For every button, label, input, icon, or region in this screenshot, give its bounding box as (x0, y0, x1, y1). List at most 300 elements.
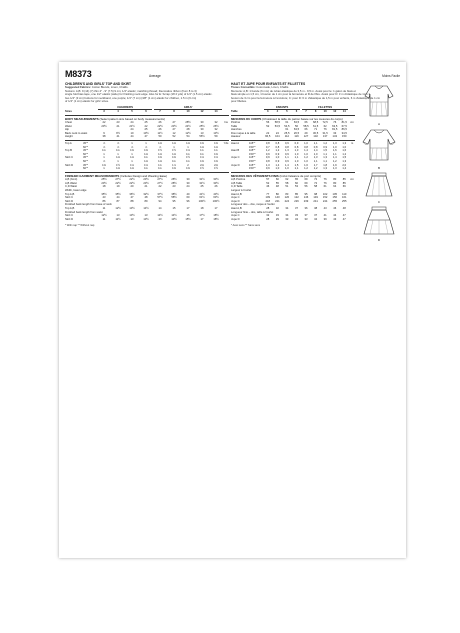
value-cell: 44 (130, 135, 134, 139)
row-label: A,B Waist (65, 181, 77, 185)
value-cell: 24 (186, 185, 190, 189)
unit-cell: cm (350, 121, 354, 124)
top-b-illustration (361, 126, 397, 166)
row-label: Skirt D (65, 163, 74, 167)
value-cell: 218 (265, 199, 271, 203)
value-cell: 22 (144, 124, 148, 128)
value-cell: 1⅛ (200, 145, 204, 149)
value-cell: 22½ (157, 124, 163, 128)
difficulty-label-fr: Moins Facile (382, 74, 400, 78)
value-cell: 100½ (198, 199, 206, 203)
fabric-width: 45"* (83, 163, 88, 167)
value-cell: 0,8 (265, 159, 270, 163)
value-cell: 143 (332, 135, 337, 139)
title-fr: HAUT ET JUPE POUR ENFANTS ET FILLETTES (231, 82, 306, 86)
value-cell: 12½ (115, 206, 121, 210)
group-fillettes: FILLETTES (302, 106, 348, 110)
value-cell: 1,0 (285, 167, 289, 171)
value-cell: ⅞ (102, 145, 106, 149)
row-label: Jupe D (231, 199, 240, 203)
value-cell: 1,6 (304, 163, 308, 167)
unit-cell (223, 167, 229, 171)
row-label: Top A (65, 141, 72, 145)
value-cell: 46 (333, 206, 337, 210)
value-cell: 1⅜ (172, 167, 176, 171)
value-cell: 25,5 (284, 131, 290, 135)
value-cell: 10 (130, 131, 134, 135)
row-label: Top A,B (65, 192, 75, 196)
value-cell: 1 (131, 159, 133, 163)
value-cell: 1 (131, 152, 133, 156)
row-label (231, 167, 249, 171)
fabric-width: 150"* (249, 167, 256, 171)
value-cell: 55 (275, 181, 279, 185)
value-cell: 13 (144, 214, 148, 218)
fabric-width: 150"* (249, 152, 256, 156)
size-cell: 6 (295, 109, 298, 113)
value-cell: 13 (158, 217, 162, 221)
value-cell: 47 (342, 217, 346, 221)
mercerie-line: pour fillettes. (231, 99, 247, 103)
value-cell: 33 (275, 214, 279, 218)
value-cell: 13½ (143, 217, 149, 221)
unit-cell: m (350, 141, 354, 145)
mesures-table (231, 121, 355, 139)
value-cell: 34 (314, 217, 318, 221)
table-row (65, 135, 229, 139)
value-cell: 1,3 (323, 156, 328, 160)
value-cell: 1½ (116, 163, 120, 167)
value-cell: 1,0 (313, 152, 318, 156)
value-cell: 0,9 (265, 167, 270, 171)
value-cell: 1,0 (332, 145, 337, 149)
value-cell: 18½ (213, 214, 219, 218)
value-cell: 54 (186, 135, 190, 139)
row-label: Poitrine (231, 121, 241, 124)
value-cell: 27½ (115, 178, 121, 182)
value-cell: 32 (214, 128, 218, 132)
tissus-label: Tissus Conseillés: (231, 85, 256, 89)
value-cell: 28½ (185, 121, 191, 124)
row-label: Skirt D (65, 199, 74, 203)
value-cell: 1¼ (186, 159, 190, 163)
value-cell: 32 (266, 214, 270, 218)
value-cell: 1⅛ (186, 141, 190, 145)
value-cell: 30,5 (312, 131, 319, 135)
value-cell: 81,5 (341, 121, 347, 124)
value-cell: 1,1 (294, 167, 299, 171)
value-cell: 83 (285, 192, 289, 196)
value-cell: 127 (303, 135, 309, 139)
size-cell: 12 (200, 109, 204, 113)
section-title: FINISHED GARMENT MEASUREMENTS (65, 173, 120, 178)
value-cell: 1,1 (285, 156, 289, 160)
value-cell: 1¼ (172, 159, 176, 163)
value-cell: 63½ (213, 196, 219, 200)
value-cell: 48 (342, 206, 346, 210)
value-cell: 104 (275, 135, 280, 139)
row-label: A,B Poitrine (231, 178, 246, 182)
suggested-text: Cotton Blends, Linen, Challis. (91, 85, 129, 89)
value-cell: 35½ (101, 192, 107, 196)
value-cell: 0,9 (285, 141, 289, 145)
value-cell: 25 (144, 128, 148, 132)
value-cell: 1 (173, 145, 175, 149)
label-b: B (377, 166, 380, 170)
size-cell: 3 (267, 109, 269, 113)
fabric-width: 150"* (249, 159, 256, 163)
value-cell: 59 (214, 135, 218, 139)
section-title: MESURES DU CORPS (231, 116, 262, 121)
row-label: A,B Taille (231, 181, 243, 185)
value-cell: 47 (342, 214, 346, 218)
value-cell: 0,9 (285, 159, 289, 163)
row-label: Dos nuque à la taille (231, 131, 256, 135)
value-cell: 58½ (171, 196, 177, 200)
size-cell: 14 (342, 109, 346, 113)
value-cell: 0,8 (285, 145, 289, 149)
value-cell: 1,2 (323, 141, 328, 145)
value-cell: 1⅝ (144, 163, 148, 167)
value-cell: 20 (130, 185, 134, 189)
value-cell: 1,1 (313, 141, 318, 145)
value-cell: 22½ (115, 181, 121, 185)
value-cell: 1,3 (265, 163, 270, 167)
value-cell: 1,4 (304, 149, 308, 153)
value-cell: 33 (285, 217, 289, 221)
row-label: Jupe D (231, 217, 240, 221)
fabric-width: 60"* (83, 159, 88, 163)
value-cell: 72,5 (322, 121, 328, 124)
value-cell: 1,4 (342, 167, 347, 171)
size-cell: 12 (333, 109, 337, 113)
value-cell: 1,2 (304, 156, 308, 160)
difficulty-label: Average (149, 74, 161, 78)
value-cell: 0,9 (265, 152, 270, 156)
footnote-fr: * Avec sens ** Sans sens (231, 224, 261, 228)
value-cell: 69 (304, 181, 308, 185)
value-cell: 23½ (143, 178, 149, 182)
value-cell: 11 (102, 206, 106, 210)
value-cell: 33½ (213, 181, 219, 185)
value-cell: 86,5 (341, 128, 347, 132)
value-cell: 30 (186, 181, 190, 185)
value-cell: 95 (172, 199, 176, 203)
value-cell: 61 (323, 185, 327, 189)
value-cell: 76 (333, 121, 337, 124)
value-cell: 1¼ (116, 149, 120, 153)
value-cell: 0,8 (275, 145, 280, 149)
value-cell: 81,5 (332, 128, 338, 132)
value-cell: 22 (266, 131, 270, 135)
value-cell: 14½ (157, 214, 163, 218)
value-cell: 152 (322, 196, 328, 200)
value-cell: 109 (265, 196, 271, 200)
value-cell: 1 (103, 152, 105, 156)
value-cell: 1¾ (158, 163, 162, 167)
row-label: Waist (65, 124, 72, 128)
value-cell: 85 (294, 192, 298, 196)
row-label: Skirt C (65, 214, 74, 218)
section-note: (Includes Design and Wearing Ease) (120, 173, 168, 178)
french-column (231, 82, 381, 228)
value-cell: 1 (145, 141, 147, 145)
skirt-d-illustration (361, 204, 397, 238)
value-cell: 22½ (129, 178, 135, 182)
value-cell: 23½ (171, 124, 177, 128)
value-cell: 31½ (199, 181, 205, 185)
value-cell: 1¼ (144, 156, 148, 160)
value-cell: 48 (144, 196, 148, 200)
table-row (65, 218, 229, 222)
value-cell: 1⅝ (130, 163, 134, 167)
value-cell: 1,1 (313, 159, 318, 163)
value-cell: 1⅜ (144, 149, 148, 153)
label-d: D (377, 238, 381, 242)
row-label: Back neck to waist (65, 131, 88, 135)
value-cell: 1,0 (304, 159, 308, 163)
value-cell: 72 (314, 178, 318, 182)
garment-illustrations (357, 82, 401, 242)
value-cell: 244 (322, 199, 328, 203)
value-cell: 80 (275, 192, 279, 196)
value-cell: 1⅜ (214, 159, 218, 163)
unit-cell: Ins (224, 121, 228, 124)
value-cell: 18½ (213, 217, 219, 221)
value-cell: 1⅛ (144, 159, 148, 163)
value-cell: 14½ (143, 206, 149, 210)
value-cell: 87 (116, 199, 120, 203)
value-cell: 53 (294, 185, 298, 189)
row-label: Chest (65, 121, 73, 124)
value-cell: 38½ (171, 192, 177, 196)
size-cell: 4 (117, 109, 119, 113)
value-cell: 31,5 (322, 131, 328, 135)
value-cell: 1,1 (294, 156, 299, 160)
size-cell: 8 (173, 109, 175, 113)
value-cell: 76 (323, 128, 327, 132)
value-cell: 150 (342, 135, 347, 139)
value-cell: 1⅜ (102, 163, 106, 167)
value-cell: 1,2 (265, 149, 270, 153)
value-cell: 120 (284, 196, 290, 200)
value-cell: 0,8 (265, 141, 270, 145)
value-cell: 14½ (171, 214, 177, 218)
row-label: Haut A (231, 141, 240, 145)
value-cell: 1,2 (342, 152, 347, 156)
value-cell: 43 (333, 217, 337, 221)
value-cell: 22½ (129, 181, 135, 185)
value-cell: 60 (294, 181, 298, 185)
value-cell: 1½ (172, 149, 176, 153)
value-cell: 95 (304, 192, 308, 196)
tissus-text: Cotonnade, Linon, Challis. (256, 85, 290, 89)
value-cell: 112 (284, 135, 290, 139)
row-label: Jupe C (231, 156, 240, 160)
value-cell: 1 (131, 141, 133, 145)
value-cell: 58,5 (274, 121, 280, 124)
row-label: Haut B (231, 149, 240, 153)
value-cell: 51 (285, 185, 289, 189)
value-cell: 23 (172, 185, 176, 189)
value-cell: 1 (103, 156, 105, 160)
value-cell: 27½ (157, 178, 163, 182)
value-cell: 1,6 (332, 149, 337, 153)
value-cell: 221 (275, 199, 280, 203)
value-cell: 1,5 (342, 156, 347, 160)
value-cell: 76 (323, 178, 327, 182)
body-measurements-table (65, 121, 229, 139)
value-cell: 41½ (199, 192, 205, 196)
value-cell: 9 (103, 131, 105, 135)
value-cell: 156 (332, 196, 337, 200)
finished-measurements-table (65, 178, 229, 221)
value-cell: 39 (323, 217, 327, 221)
value-cell: ⅞ (116, 141, 120, 145)
value-cell: 1,2 (313, 167, 318, 171)
size-label: Taille (231, 109, 238, 113)
value-cell: 1⅜ (130, 149, 134, 153)
value-cell: 89 (144, 199, 148, 203)
value-cell: 13 (200, 131, 204, 135)
value-cell: 57½ (157, 196, 163, 200)
value-cell: 43 (102, 196, 106, 200)
row-label: Height (65, 135, 73, 139)
value-cell: 38 (314, 206, 318, 210)
value-cell: 2 (187, 163, 189, 167)
value-cell: 0,8 (313, 145, 318, 149)
value-cell: 32 (214, 121, 218, 124)
value-cell: 63,5 (293, 121, 300, 124)
fabric-width: 60"* (83, 152, 88, 156)
fabric-width: 45"* (83, 149, 88, 153)
value-cell: 44 (333, 214, 337, 218)
size-row (231, 110, 355, 114)
value-cell: 1⅝ (214, 156, 218, 160)
value-cell: 31½ (199, 178, 205, 182)
value-cell: 60 (275, 178, 279, 182)
value-cell: 1⅜ (214, 152, 218, 156)
value-cell: 27 (172, 121, 176, 124)
value-cell: 80 (333, 181, 337, 185)
row-label: Haut A,B (231, 206, 242, 210)
value-cell: 41 (323, 214, 327, 218)
value-cell: 27½ (157, 181, 163, 185)
section-note: (Select pattern size based on body measurements) (99, 116, 165, 121)
row-label: C,D Taille (231, 185, 243, 189)
value-cell: 46 (266, 185, 270, 189)
size-cell: 4 (276, 109, 279, 113)
value-cell: 58,5 (303, 124, 309, 128)
value-cell: 62 (323, 124, 327, 128)
value-cell: 13½ (171, 217, 177, 221)
value-cell: 66 (342, 185, 346, 189)
value-cell: 65 (294, 178, 298, 182)
size-cell: 14 (214, 109, 218, 113)
value-cell: 28 (266, 206, 270, 210)
value-cell: 1½ (214, 167, 218, 171)
value-cell: 15½ (185, 217, 191, 221)
value-cell: 26½ (213, 124, 219, 128)
label-c: C (377, 200, 381, 204)
value-cell: 9½ (116, 131, 120, 135)
value-cell: 61,5 (312, 124, 319, 128)
value-cell: 1 (103, 167, 105, 171)
row-label: Skirt C (65, 156, 74, 160)
row-label: Haut A,B (231, 192, 242, 196)
notions-line: two 1/4" (3 cm) buttons for neckband, one purple; 1/4" (7 cm) (3/8" (1 cm) elastic for children, 1.5 in (6 cm) (65, 95, 197, 100)
fabric-width: 115"* (249, 163, 256, 167)
value-cell: 1,0 (304, 152, 308, 156)
value-cell: 11½ (115, 217, 121, 221)
value-cell: 36½ (129, 192, 135, 196)
value-cell: 56 (266, 121, 270, 124)
value-cell: 29 (275, 217, 279, 221)
value-cell: 1,2 (304, 167, 308, 171)
section-title: BODY MEASUREMENTS (65, 116, 99, 121)
value-cell: 30 (200, 128, 204, 132)
value-cell: 1,2 (275, 149, 280, 153)
value-cell: 255 (342, 199, 347, 203)
row-label: Longueur dos – dos, nuque à l'ourlet (231, 203, 275, 207)
value-cell: 161 (342, 196, 347, 200)
value-cell: 10½ (143, 131, 149, 135)
value-cell: 1½ (200, 167, 204, 171)
value-cell: 98 (314, 192, 318, 196)
mercerie-line: bouton de 3 cm pour la fermeture à l'encolure; C: pour D: 6 m d'élastique de 1,5 m pour enfants, 6 m d'élastique de 1 cm (231, 95, 381, 100)
value-cell: 69 (304, 178, 308, 182)
value-cell: 1⅜ (200, 141, 204, 145)
value-cell: 96,5 (265, 135, 271, 139)
row-label: A,B (front) (65, 178, 78, 182)
value-cell: 33 (304, 217, 308, 221)
value-cell: 48 (275, 185, 279, 189)
value-cell: 1,4 (332, 156, 337, 160)
value-cell: 19 (116, 185, 120, 189)
value-cell: 1⅛ (130, 156, 134, 160)
value-cell: 1⅝ (186, 149, 190, 153)
value-cell: 1,7 (313, 163, 318, 167)
row-label: Jupe D (231, 163, 240, 167)
value-cell: 1⅛ (172, 152, 176, 156)
section-title: MESURES DES VÊTEMENTS FINIS (231, 173, 279, 178)
value-cell: 57 (266, 178, 270, 182)
size-cell: 10 (186, 109, 190, 113)
value-cell: 33 (294, 214, 298, 218)
value-cell: 63,5 (332, 124, 338, 128)
row-label: C,D Waist (65, 185, 77, 189)
section-note: (Choisissez la taille du patron basée sur les mesures du corps) (262, 116, 343, 121)
value-cell: 122 (294, 196, 299, 200)
value-cell: 1 (117, 159, 119, 163)
value-cell: 0,8 (275, 141, 280, 145)
value-cell: 1,3 (342, 141, 347, 145)
value-cell: 1,3 (332, 141, 337, 145)
size-label: Sizes (65, 109, 72, 113)
size-cell: 5 (131, 109, 133, 113)
value-cell: 16 (186, 214, 190, 218)
group-girls: GIRLS' (154, 106, 222, 110)
value-cell: 226 (294, 199, 299, 203)
value-cell: 1,3 (323, 167, 328, 171)
value-cell: 1,2 (332, 159, 337, 163)
value-cell: 58 (285, 181, 289, 185)
notions-line: of 1/4" (1 cm) elastic for girls' sizes. (65, 99, 109, 103)
mercerie-line: biais simple en 1,5 cm, 1 bouton de 1 cm pour la fermeture et fil de fibre. Aussi pour D: 3 m d'élastique de 1cm 1 (231, 92, 370, 96)
value-cell: 44 (116, 196, 120, 200)
row-label: Largeur à l'ourlet (231, 189, 252, 192)
row-label: Finished back length from base of neck (65, 203, 112, 207)
